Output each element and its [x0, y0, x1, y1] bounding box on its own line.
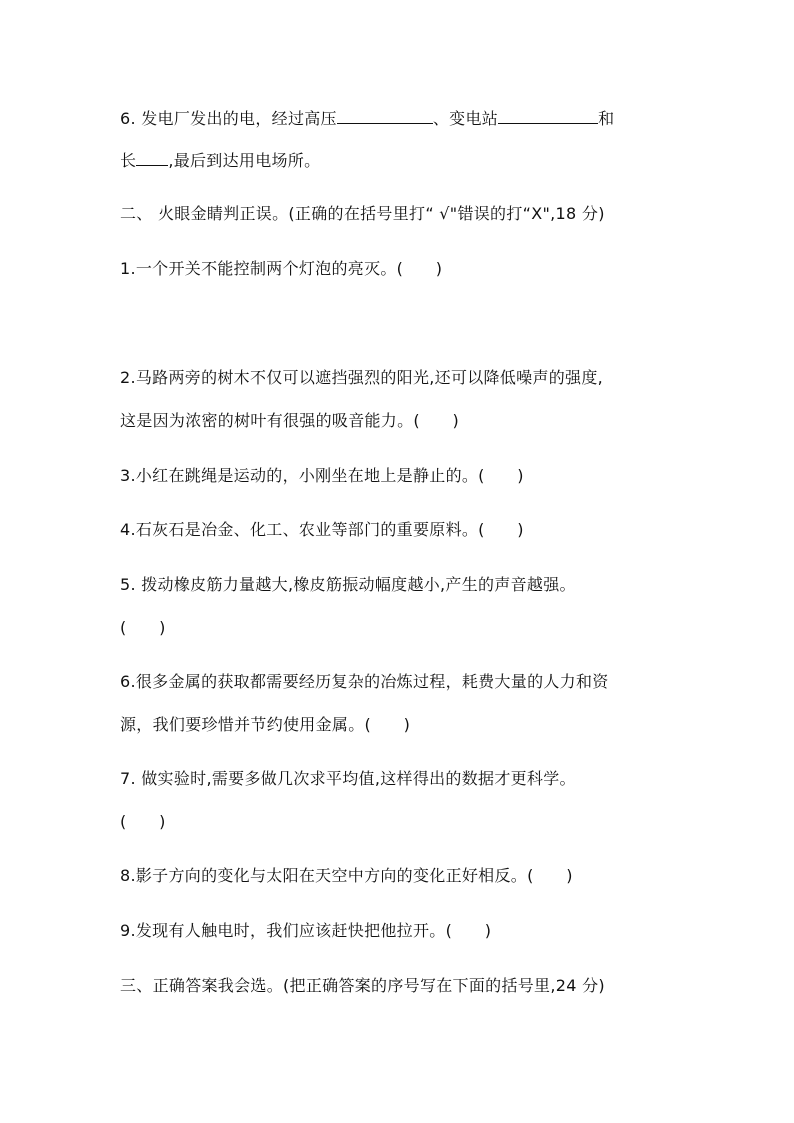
tf-item-6-line-1: 6.很多金属的获取都需要经历复杂的冶炼过程，耗费大量的人力和资 — [120, 672, 609, 691]
tf-item-5-line-2: ( ) — [120, 618, 166, 637]
q6-blank-3[interactable] — [136, 149, 168, 166]
tf-item-7-line-1: 7. 做实验时,需要多做几次求平均值,这样得出的数据才更科学。 — [120, 769, 576, 788]
q6-fill-line-1 — [120, 107, 680, 130]
section-2-title: 二、 火眼金睛判正误。(正确的在括号里打“ √"错误的打“X",18 分) — [120, 204, 605, 223]
q6-text-b: 、变电站 — [432, 109, 499, 128]
q6-text-c: 和 — [598, 109, 615, 128]
q6-fill-line-2 — [120, 149, 680, 172]
tf-item-1: 1.一个开关不能控制两个灯泡的亮灭。( ) — [120, 259, 443, 278]
tf-item-7-line-2: ( ) — [120, 812, 166, 831]
tf-item-9: 9.发现有人触电时，我们应该赶快把他拉开。( ) — [120, 921, 492, 940]
tf-item-5-line-1: 5. 拨动橡皮筋力量越大,橡皮筋振动幅度越小,产生的声音越强。 — [120, 575, 576, 594]
tf-item-8: 8.影子方向的变化与太阳在天空中方向的变化正好相反。( ) — [120, 866, 573, 885]
tf-item-3: 3.小红在跳绳是运动的，小刚坐在地上是静止的。( ) — [120, 466, 524, 485]
section-3-title: 三、正确答案我会选。(把正确答案的序号写在下面的括号里,24 分) — [120, 976, 605, 995]
tf-item-2-line-1: 2.马路两旁的树木不仅可以遮挡强烈的阳光,还可以降低噪声的强度, — [120, 368, 604, 387]
tf-item-6-line-2: 源，我们要珍惜并节约使用金属。( ) — [120, 715, 411, 734]
q6-blank-1[interactable] — [337, 107, 433, 124]
q6-text-a: 6. 发电厂发出的电，经过高压 — [120, 109, 337, 128]
q6-text-e: ,最后到达用电场所。 — [168, 151, 321, 170]
q6-blank-2[interactable] — [498, 107, 598, 124]
q6-text-d: 长 — [120, 151, 137, 170]
tf-item-4: 4.石灰石是冶金、化工、农业等部门的重要原料。( ) — [120, 520, 524, 539]
tf-item-2-line-2: 这是因为浓密的树叶有很强的吸音能力。( ) — [120, 411, 460, 430]
